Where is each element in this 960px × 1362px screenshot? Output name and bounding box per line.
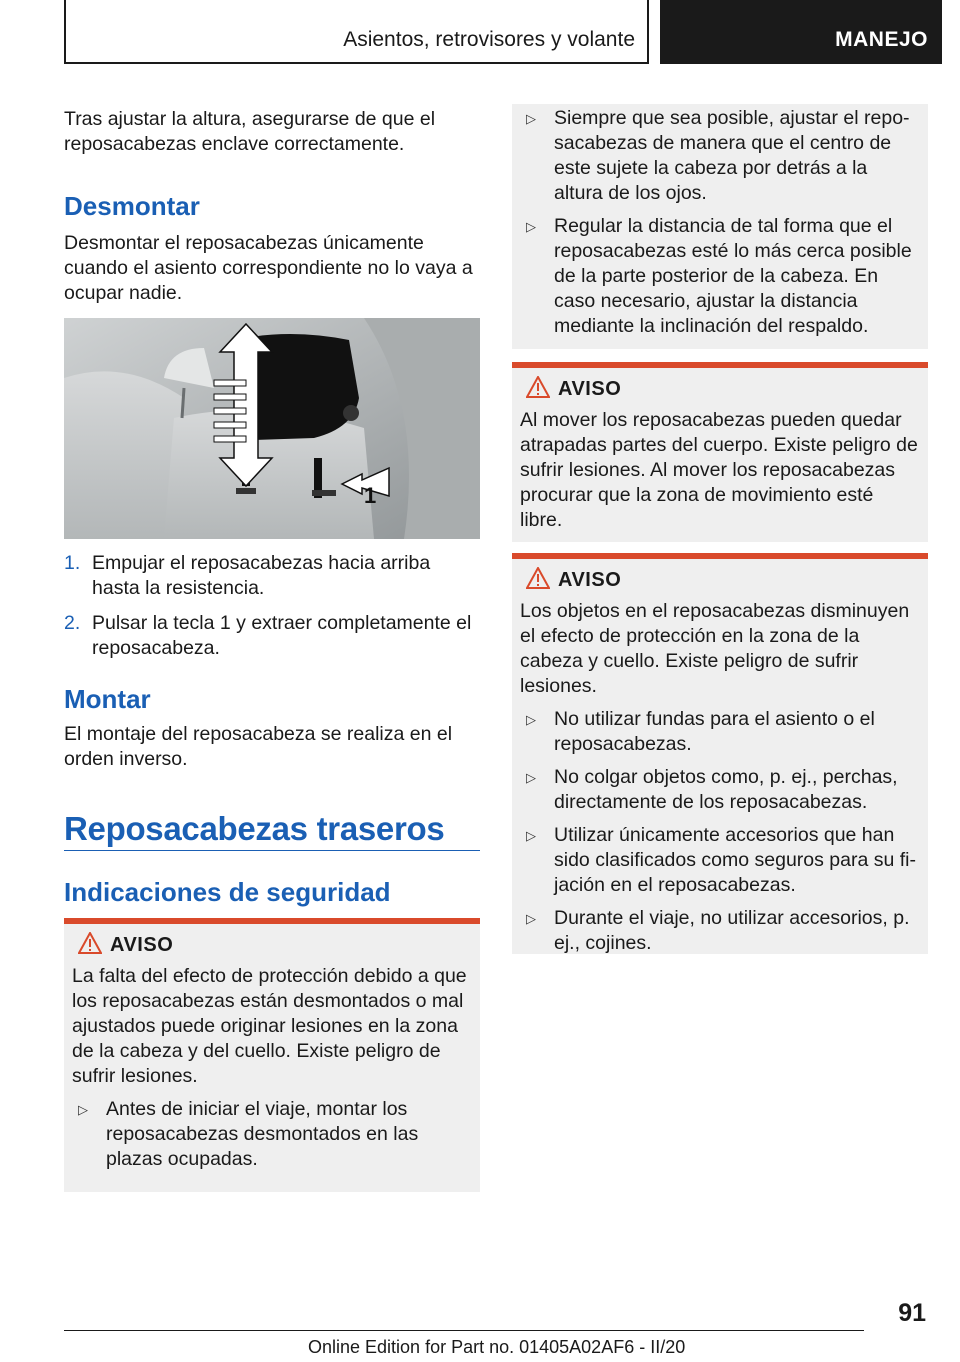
bullet-triangle-icon: ▷ xyxy=(526,911,536,926)
list-item: ▷ Durante el viaje, no utilizar accesorios, p. ej., cojines. xyxy=(526,907,910,954)
bullet-triangle-icon: ▷ xyxy=(526,219,536,234)
footer-rule xyxy=(64,1330,864,1331)
top-bullets xyxy=(512,104,928,339)
list-item: ▷ Antes de iniciar el viaje, montar los reposacabezas desmontados en las plazas ocupadas. xyxy=(78,1098,419,1170)
warning-text: Los objetos en el reposacabezas disminuyen el efecto de protección en la zona de la cabeza y cuello. Existe peligro de sufrir lesiones. xyxy=(520,600,910,697)
bullet-triangle-icon: ▷ xyxy=(526,111,536,126)
list-item: ▷ Regular la distancia de tal forma que el reposacabezas esté lo más cerca posible de la parte posterior de la cabeza. En caso necesario, ajustar la distancia mediante la inclinación del respaldo. xyxy=(526,215,912,337)
section-title: Asientos, retrovisores y volante xyxy=(343,28,635,51)
warning-triangle-icon xyxy=(526,567,550,589)
safety-heading: Indicaciones de seguridad xyxy=(64,877,391,907)
montar-heading: Montar xyxy=(64,684,151,714)
list-item: ▷ Utilizar únicamente accesorios que han sido clasificados como seguros para su fijación en el reposacabezas. xyxy=(526,824,917,896)
warning-title: AVISO xyxy=(110,934,174,956)
intro-paragraph: Tras ajustar la altura, asegurarse de que el reposacabezas enclave correctamente. xyxy=(64,108,436,155)
warning-box-right-2 xyxy=(512,553,928,954)
warning-text: La falta del efecto de protección debido a que los reposacabezas están desmontados o mal ajustados puede originar lesiones en la zona de la cabeza y del cuello. Existe peligro de sufrir lesiones. xyxy=(72,965,467,1087)
headrest-illustration xyxy=(64,318,480,539)
header-chapter-tab xyxy=(660,0,942,64)
header-section-tab xyxy=(64,0,649,64)
warning-header xyxy=(512,368,928,404)
bullet-triangle-icon: ▷ xyxy=(78,1102,88,1117)
warning-triangle-icon xyxy=(78,932,102,954)
warning-bullets xyxy=(64,1097,480,1172)
steps-list xyxy=(64,551,480,671)
list-item: 1. Empujar el reposacabezas hacia arriba hasta la resistencia. xyxy=(64,552,431,599)
warning-bullets xyxy=(512,707,928,956)
desmontar-text: Desmontar el reposacabezas únicamente cuando el asiento correspondiente no lo vaya a ocupar nadie. xyxy=(64,232,473,304)
desmontar-heading: Desmontar xyxy=(64,191,200,221)
warning-triangle-icon xyxy=(526,376,550,398)
figure-callout-1: 1 xyxy=(364,483,377,508)
right-bullets-box xyxy=(512,104,928,349)
warning-box-right-1 xyxy=(512,362,928,542)
rear-headrests-heading: Reposacabezas traseros xyxy=(64,810,445,847)
bullet-triangle-icon: ▷ xyxy=(526,828,536,843)
warning-title: AVISO xyxy=(558,569,622,591)
list-item: ▷ No colgar objetos como, p. ej., perchas, directamente de los reposacabezas. xyxy=(526,766,898,813)
bullet-triangle-icon: ▷ xyxy=(526,770,536,785)
page-number: 91 xyxy=(898,1299,926,1327)
edition-text: Online Edition for Part no. 01405A02AF6 - II/20 xyxy=(308,1337,686,1357)
warning-title: AVISO xyxy=(558,378,622,400)
montar-text: El montaje del reposacabeza se realiza en el orden inverso. xyxy=(64,723,453,770)
heading-rule xyxy=(64,850,480,851)
list-item: 2. Pulsar la tecla 1 y extraer completamente el reposacabeza. xyxy=(64,612,472,659)
list-item: ▷ No utilizar fundas para el asiento o el reposacabezas. xyxy=(526,708,875,755)
list-item: ▷ Siempre que sea posible, ajustar el reposacabezas de manera que el centro de este sujete la cabeza por detrás a la altura de los ojos. xyxy=(526,107,910,204)
headrest-figure xyxy=(64,318,480,539)
warning-header xyxy=(512,559,928,595)
bullet-triangle-icon: ▷ xyxy=(526,712,536,727)
chapter-title: MANEJO xyxy=(835,28,928,51)
left-column xyxy=(64,107,480,157)
warning-text: Al mover los reposacabezas pueden quedar atrapadas partes del cuerpo. Existe peligro de sufrir lesiones. Al mover los reposacabezas procurar que la zona de movimiento esté libre. xyxy=(520,409,918,531)
warning-header xyxy=(64,924,480,960)
warning-box-left xyxy=(64,918,480,1192)
